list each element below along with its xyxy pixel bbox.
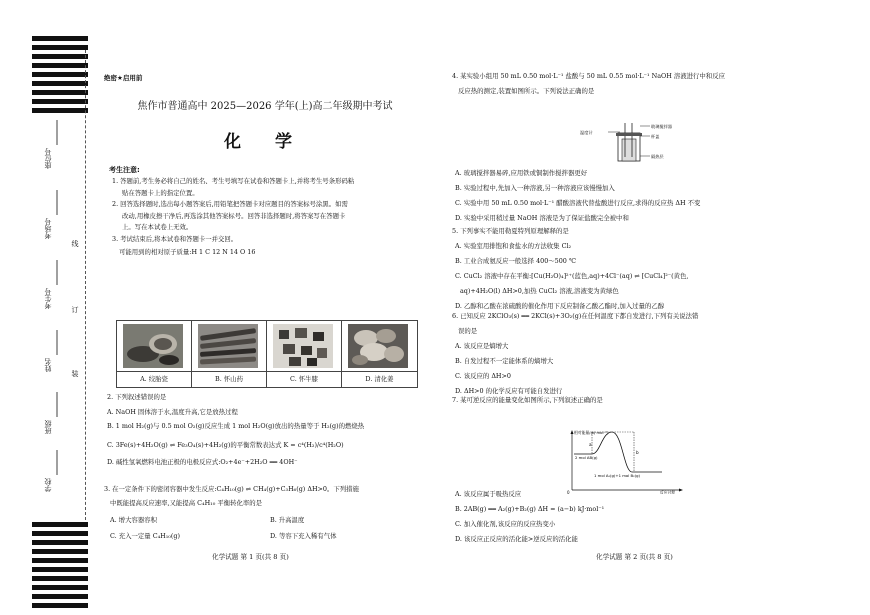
binding-label-student-no: 考生号	[44, 288, 52, 309]
binding-stripe	[32, 81, 88, 86]
binding-stripe	[32, 585, 88, 590]
graph-label-b: b	[636, 450, 639, 455]
option-c: C. 3Fe(s)+4H₂O(g) ⇌ Fe₃O₄(s)+4H₂(g)的平衡常数表达式 K = c⁴(H₂)/c⁴(H₂O)	[107, 441, 344, 449]
seal-char-line: 线	[71, 240, 79, 247]
q7-options	[455, 489, 604, 545]
footer-page-1: 化学试题 第 1 页(共 8 页)	[212, 553, 289, 561]
notice-line: 1. 答题前,考生务必将自己的姓名、考生号填写在试卷和答题卡上,并将考生号条形码粘	[112, 177, 355, 185]
footer-page-2: 化学试题 第 2 页(共 8 页)	[596, 553, 673, 561]
graph-ylabel: 相对能量/(kJ·mol⁻¹)	[574, 430, 609, 435]
seal-char-ding: 订	[71, 306, 79, 313]
binding-stripe	[32, 99, 88, 104]
calorimeter-diagram	[580, 123, 690, 165]
graph-origin: 0	[567, 490, 570, 494]
option-d: D. 该反应正反应的活化能>逆反应的活化能	[455, 535, 578, 543]
question-stem-cont: 反应热的测定,装置如图所示。下列说法正确的是	[458, 87, 595, 95]
question-stem: 6. 已知反应 2KClO₃(s) ══ 2KCl(s)+3O₂(g)在任何温度下都自发进行,下列有关说法错	[452, 312, 699, 320]
notice-line: 上。写在本试卷上无效。	[122, 223, 193, 231]
option-c: C. CuCl₂ 溶液中存在平衡:[Cu(H₂O)₄]²⁺(蓝色,aq)+4Cl⁻(aq) ⇌ [CuCl₄]²⁻(黄色,	[455, 272, 689, 280]
binding-label-seat: 座位号	[44, 148, 52, 169]
label-insulation: 隔热层	[651, 154, 664, 159]
label-lid: 杯盖	[651, 134, 660, 139]
binding-stripe	[32, 576, 88, 581]
question-stem: 5. 下列事实不能用勒夏特列原理解释的是	[452, 227, 569, 235]
cut-line	[85, 50, 86, 520]
option-b: B. 工业合成氨反应一般选择 400～500 ℃	[455, 257, 577, 265]
question-stem-cont: 中既能提高反应速率,又能提高 C₄H₁₀ 平衡转化率的是	[110, 499, 263, 507]
label-stirrer: 玻璃搅拌器	[651, 124, 672, 129]
binding-stripe	[32, 108, 88, 113]
ginger-photo	[348, 324, 408, 368]
question-stem: 4. 某实验小组用 50 mL 0.50 mol·L⁻¹ 盐酸与 50 mL 0.55 mol·L⁻¹ NaOH 溶液进行中和反应	[452, 72, 725, 80]
option-b: B. 2AB(g) ══ A₂(g)+B₂(g) ΔH = (a−b) kJ·mol⁻¹	[455, 505, 605, 513]
binding-stripe	[32, 63, 88, 68]
atomic-masses: 可能用到的相对原子质量:H 1 C 12 N 14 O 16	[119, 248, 256, 256]
binding-stripe	[32, 531, 88, 536]
graph-left-level: 2 mol AB(g)	[575, 455, 598, 460]
notice-heading: 考生注意:	[109, 166, 140, 174]
subject-title: 化 学	[224, 132, 306, 152]
yam-photo	[198, 324, 258, 368]
option-d: D. ΔH>0 的化学反应有可能自发进行	[455, 387, 563, 395]
question-stem: 3. 在一定条件下的密闭容器中发生反应:C₄H₁₀(g) ⇌ CH₄(g)+C₃H₆(g) ΔH>0。下列措施	[104, 485, 359, 493]
pottery-photo	[123, 324, 183, 368]
question-stem: 2. 下列叙述错误的是	[107, 393, 167, 401]
option-a: A. 该反应是熵增大	[455, 342, 509, 350]
image-caption: D. 清化姜	[342, 371, 417, 387]
underline-marks	[50, 120, 64, 520]
option-d: D. 碱性氢氧燃料电池正极的电极反应式:O₂+4e⁻+2H₂O ══ 4OH⁻	[107, 458, 298, 466]
question-stem-cont: 误的是	[458, 327, 478, 335]
q4-options	[455, 168, 700, 224]
option-d: D. 实验中采用稍过量 NaOH 溶液是为了保证盐酸完全被中和	[455, 214, 629, 222]
herb-photo	[273, 324, 333, 368]
image-caption: C. 怀牛膝	[267, 371, 341, 387]
option-c: C. 实验中用 50 mL 0.50 mol·L⁻¹ 醋酸溶液代替盐酸进行反应,求得的反应热 ΔH 不变	[455, 199, 701, 207]
q3-option-d: D. 等容下充入稀有气体	[270, 532, 337, 540]
question-5	[452, 226, 688, 312]
binding-stripe	[32, 522, 88, 527]
question-4	[452, 71, 725, 97]
option-c-cont: aq)+4H₂O(l) ΔH>0,加热 CuCl₂ 溶液,溶液变为黄绿色	[460, 287, 619, 295]
binding-stripe	[32, 36, 88, 41]
exam-title: 焦作市普通高中 2025—2026 学年(上)高二年级期中考试	[137, 101, 393, 112]
question-3	[104, 484, 359, 509]
binding-stripe	[32, 90, 88, 95]
image-caption: A. 绞胎瓷	[117, 371, 191, 387]
binding-label-class: 班级	[44, 420, 52, 434]
energy-profile-graph	[562, 428, 684, 494]
binding-label-room: 考场号	[44, 218, 52, 239]
notice-list	[112, 176, 424, 245]
binding-stripe	[32, 594, 88, 599]
binding-stripe	[32, 54, 88, 59]
binding-label-name: 姓名	[44, 358, 52, 372]
question-2	[107, 392, 364, 468]
binding-label-school: 学校	[44, 478, 52, 492]
question-stem: 7. 某可逆反应的能量变化如图所示,下列叙述正确的是	[452, 396, 603, 404]
notice-line: 3. 考试结束后,将本试卷和答题卡一并交回。	[112, 234, 238, 243]
binding-stripe	[32, 558, 88, 563]
binding-stripe	[32, 45, 88, 50]
option-b: B. 1 mol H₂(g)与 0.5 mol O₂(g)反应生成 1 mol H₂O(g)放出的热量等于 H₂(g)的燃烧热	[107, 422, 365, 430]
option-d: D. 乙醇和乙酸在浓硫酸的催化作用下反应制备乙酸乙酯时,加入过量的乙醇	[455, 302, 665, 310]
binding-stripe	[32, 72, 88, 77]
option-a: A. 实验室用排饱和食盐水的方法收集 Cl₂	[455, 242, 572, 250]
option-b: B. 自发过程不一定能体系的熵增大	[455, 357, 554, 365]
notice-line: 2. 回答选择题时,选出每小题答案后,用铅笔把答题卡对应题目的答案标号涂黑。如需	[112, 200, 348, 208]
binding-stripe	[32, 603, 88, 608]
graph-label-a: a	[589, 442, 592, 447]
q3-option-b: B. 升高温度	[270, 516, 305, 524]
q3-option-a: A. 增大容器容积	[110, 516, 158, 524]
seal-char-zhuang: 装	[71, 370, 79, 377]
option-a: A. 玻璃搅拌器易碎,应用铁或铜制作搅拌器更好	[455, 169, 588, 177]
label-thermometer: 温度计	[580, 130, 593, 135]
secret-mark: 绝密★启用前	[104, 74, 143, 82]
image-caption: B. 怀山药	[192, 371, 266, 387]
notice-line: 贴在答题卡上的指定位置。	[122, 188, 199, 197]
graph-right-level: 1 mol A₂(g)+1 mol B₂(g)	[594, 473, 640, 478]
question-7	[452, 395, 603, 406]
image-option-b	[192, 321, 267, 387]
notice-line: 改动,用橡皮擦干净后,再选涂其他答案标号。回答非选择题时,将答案写在答题卡	[122, 211, 346, 220]
image-option-c	[267, 321, 342, 387]
option-a: A. 该反应属于吸热反应	[455, 490, 522, 498]
image-option-d	[342, 321, 417, 387]
q3-option-c: C. 充入一定量 C₄H₁₀(g)	[110, 532, 180, 540]
binding-stripe	[32, 567, 88, 572]
image-option-a	[117, 321, 192, 387]
binding-stripe	[32, 540, 88, 545]
option-b: B. 实验过程中,先加入一种溶液,另一种溶液应该慢慢加入	[455, 184, 615, 192]
graph-xlabel: 反应过程	[660, 490, 676, 494]
question-1-image-table	[116, 320, 418, 388]
option-a: A. NaOH 固体溶于水,温度升高,它是放热过程	[107, 408, 238, 416]
option-c: C. 加入催化剂,该反应的反应热变小	[455, 520, 556, 528]
option-c: C. 该反应的 ΔH>0	[455, 372, 511, 380]
binding-stripe	[32, 549, 88, 554]
question-6	[452, 311, 698, 397]
